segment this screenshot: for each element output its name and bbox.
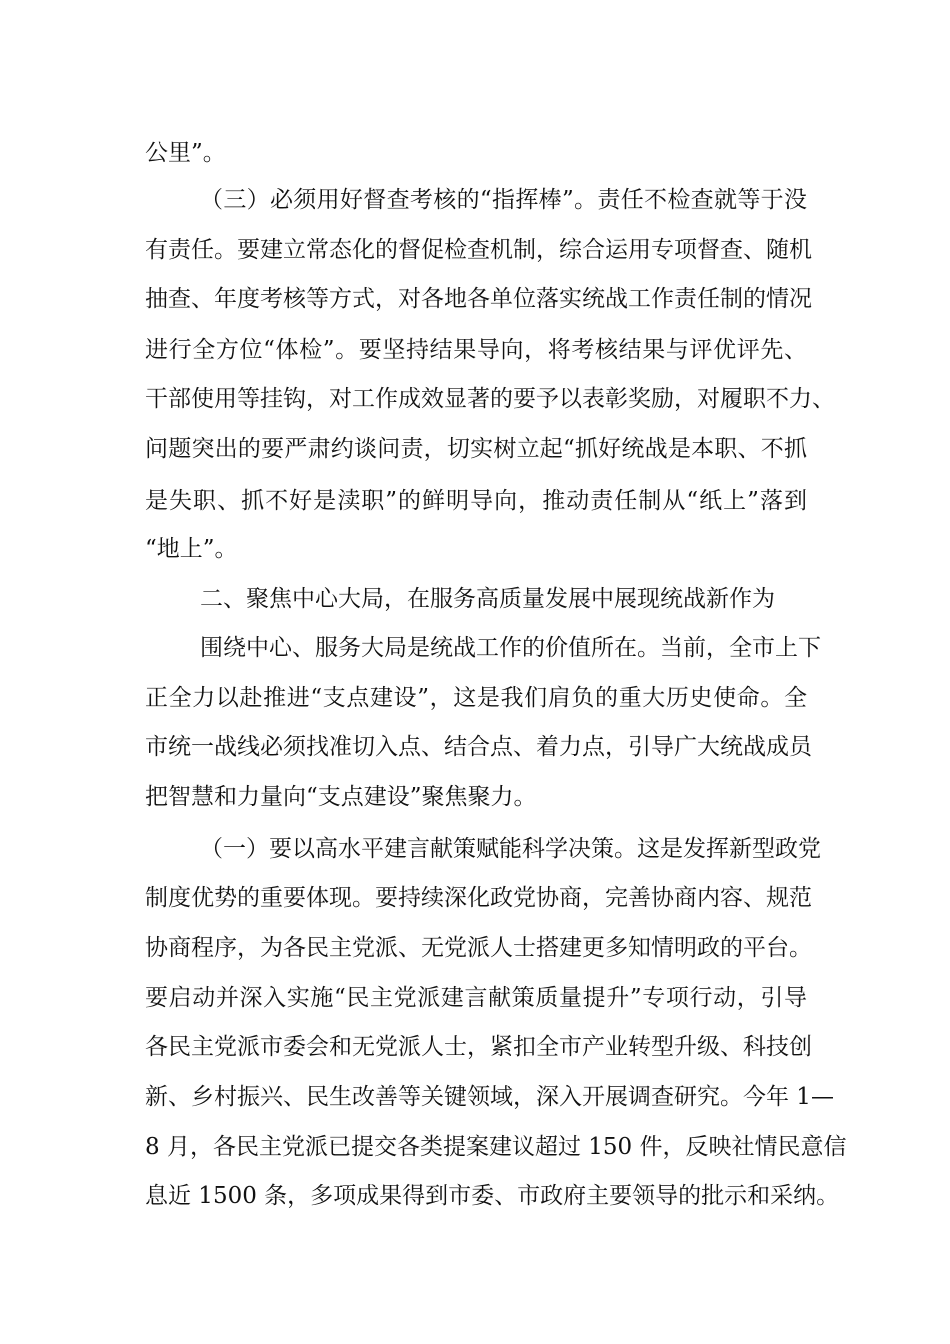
- paragraph-line: 抽查、年度考核等方式，对各地各单位落实统战工作责任制的情况: [145, 286, 812, 312]
- paragraph-line: （一）要以高水平建言献策赋能科学决策。这是发挥新型政党: [200, 836, 821, 862]
- paragraph-line: 进行全方位“体检”。要坚持结果导向，将考核结果与评优评先、: [145, 337, 807, 363]
- paragraph-line: 息近 1500 条，多项成果得到市委、市政府主要领导的批示和采纳。: [145, 1183, 840, 1209]
- paragraph-line: 要启动并深入实施“民主党派建言献策质量提升”专项行动，引导: [145, 985, 807, 1011]
- paragraph-line: 协商程序，为各民主党派、无党派人士搭建更多知情明政的平台。: [145, 935, 812, 961]
- paragraph-line: 8 月，各民主党派已提交各类提案建议超过 150 件，反映社情民意信: [145, 1134, 847, 1160]
- paragraph-line: （三）必须用好督查考核的“指挥棒”。责任不检查就等于没: [200, 187, 807, 213]
- paragraph-line: 是失职、抓不好是渎职”的鲜明导向，推动责任制从“纸上”落到: [145, 488, 807, 514]
- paragraph-line: 有责任。要建立常态化的督促检查机制，综合运用专项督查、随机: [145, 237, 812, 263]
- paragraph-line: 市统一战线必须找准切入点、结合点、着力点，引导广大统战成员: [145, 734, 812, 760]
- paragraph-line: 公里”。: [145, 140, 226, 166]
- paragraph-line: 各民主党派市委会和无党派人士，紧扣全市产业转型升级、科技创: [145, 1034, 812, 1060]
- paragraph-line: “地上”。: [145, 536, 238, 562]
- paragraph-line: 正全力以赴推进“支点建设”，这是我们肩负的重大历史使命。全: [145, 685, 807, 711]
- paragraph-line: 把智慧和力量向“支点建设”聚焦聚力。: [145, 784, 537, 810]
- paragraph-line: 围绕中心、服务大局是统战工作的价值所在。当前，全市上下: [200, 635, 821, 661]
- paragraph-line: 问题突出的要严肃约谈问责，切实树立起“抓好统战是本职、不抓: [145, 436, 807, 462]
- paragraph-line: 干部使用等挂钩，对工作成效显著的要予以表彰奖励，对履职不力、: [145, 386, 835, 412]
- section-heading: 二、聚焦中心大局，在服务高质量发展中展现统战新作为: [200, 586, 775, 612]
- paragraph-line: 制度优势的重要体现。要持续深化政党协商，完善协商内容、规范: [145, 885, 812, 911]
- paragraph-line: 新、乡村振兴、民生改善等关键领域，深入开展调查研究。今年 1—: [145, 1084, 834, 1110]
